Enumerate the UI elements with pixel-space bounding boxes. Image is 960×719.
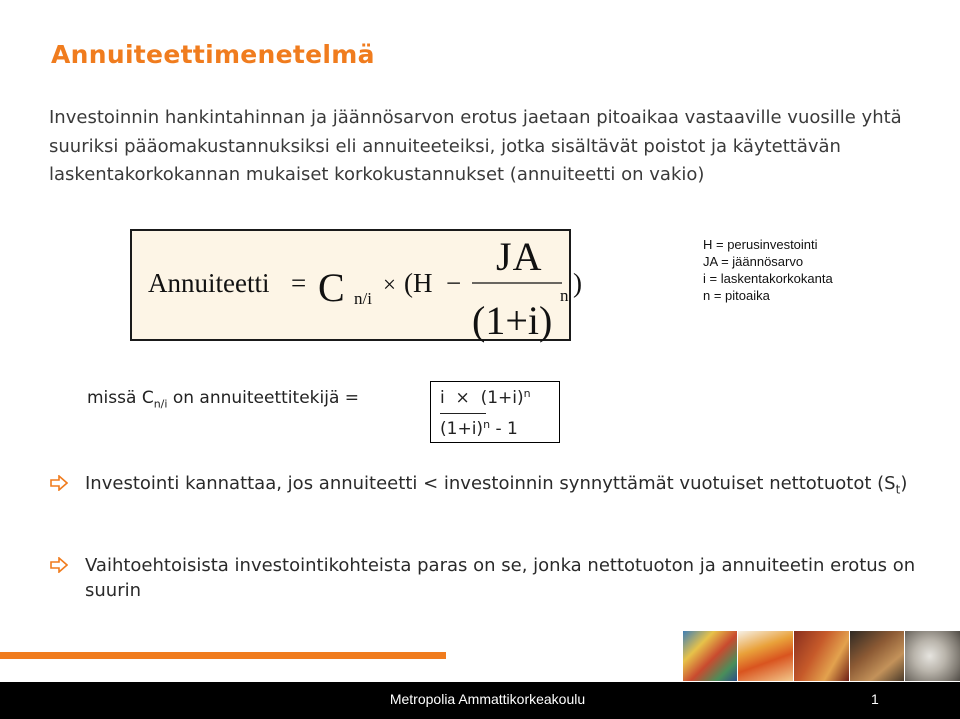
formula-close: ) — [573, 268, 582, 298]
formula-open-h: (H — [404, 268, 433, 298]
bullet-text-1 — [85, 471, 930, 503]
formula-lhs: Annuiteetti — [148, 268, 270, 298]
formula-denominator: (1+i) — [472, 298, 553, 343]
factor-numerator — [440, 387, 531, 408]
arrow-right-icon — [50, 475, 68, 491]
decorative-image-strip — [683, 631, 960, 681]
footer-bar — [0, 682, 960, 719]
factor-num-i: i — [440, 388, 445, 408]
decorative-image-1 — [683, 631, 737, 681]
intro-paragraph: Investoinnin hankintahinnan ja jäännösarvon erotus jaetaan pitoaikaa vastaaville vuosille yhtä suuriksi pääomakustannuksiksi eli annuiteeteiksi, jotka sisältävät poistot ja käytettävän laskentakorkokannan mukaiset korkokustannukset (annuiteetti on vakio) — [49, 107, 902, 185]
factor-den-exponent: n — [483, 418, 491, 431]
factor-underline — [440, 413, 486, 414]
footer-organization: Metropolia Ammattikorkeakoulu — [389, 691, 586, 707]
missa-subscript: n/i — [153, 397, 168, 411]
legend-item-h: H = perusinvestointi — [703, 237, 818, 252]
factor-num-exponent: n — [523, 387, 531, 400]
factor-num-times: × — [455, 388, 470, 408]
decorative-image-5 — [905, 631, 960, 681]
decorative-image-3 — [794, 631, 849, 681]
bullet-item-2 — [50, 553, 930, 603]
bullet-item-1 — [50, 471, 930, 503]
decorative-image-2 — [738, 631, 793, 681]
annuity-formula — [132, 231, 582, 343]
page-number: 1 — [871, 691, 879, 707]
factor-den-base: (1+i) — [440, 419, 484, 439]
formula-minus: − — [446, 268, 462, 298]
decorative-image-4 — [850, 631, 904, 681]
formula-numerator: JA — [496, 234, 543, 279]
formula-c: C — [318, 265, 345, 310]
formula-times: × — [383, 272, 396, 297]
formula-equals: = — [291, 268, 307, 298]
annuity-factor-box — [430, 381, 560, 443]
factor-denominator — [440, 418, 518, 439]
bullet-1-main: Investointi kannattaa, jos annuiteetti < investoinnin synnyttämät vuotuiset nettotuotot (S — [85, 473, 896, 494]
annuity-factor-label — [87, 388, 359, 410]
accent-rule — [0, 652, 446, 659]
variable-legend — [703, 236, 833, 304]
legend-item-ja: JA = jäännösarvo — [703, 254, 804, 269]
formula-exponent: n — [560, 286, 569, 305]
legend-item-n: n = pitoaika — [703, 288, 770, 303]
factor-num-base: (1+i) — [480, 388, 524, 408]
bullet-1-tail: ) — [900, 473, 908, 494]
missa-prefix: missä C — [87, 388, 154, 408]
factor-den-tail: - 1 — [490, 419, 518, 439]
missa-suffix: on annuiteettitekijä = — [167, 388, 360, 408]
bullet-1-subscript: t — [895, 482, 901, 497]
annuity-formula-box — [130, 229, 582, 343]
arrow-right-icon — [50, 557, 68, 573]
formula-c-subscript: n/i — [354, 289, 372, 308]
legend-item-i: i = laskentakorkokanta — [703, 271, 833, 286]
slide-title: Annuiteettimenetelmä — [51, 40, 375, 69]
bullet-text-2: Vaihtoehtoisista investointikohteista paras on se, jonka nettotuoton ja annuiteetin erotus on suurin — [85, 555, 916, 601]
